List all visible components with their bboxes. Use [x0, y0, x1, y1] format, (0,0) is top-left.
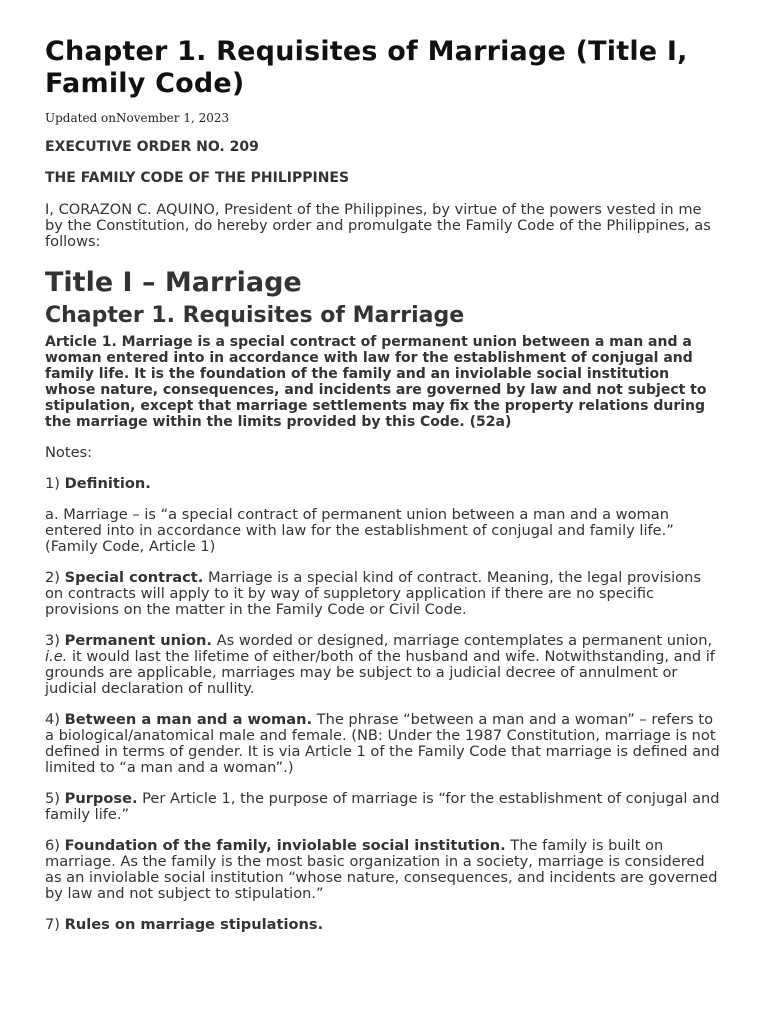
note-4-title: Between a man and a woman. — [64, 711, 313, 728]
note-1 — [45, 476, 723, 492]
note-6 — [45, 838, 723, 902]
note-5 — [45, 791, 723, 823]
page-title: Chapter 1. Requisites of Marriage (Title I, Family Code) — [45, 36, 688, 99]
notes-label: Notes: — [45, 444, 93, 461]
article-1-text: Article 1. Marriage is a special contract of permanent union between a man and a woman entered into in accordance with law for the establishment of conjugal and family life. It is the foundation of the family and an inviolable social institution whose nature, consequences, and incidents are governed by law and not subject to stipulation, except that marriage settlements may fix the property relations during the marriage within the limits provided by this Code. (52a) — [45, 334, 707, 430]
note-4 — [45, 712, 723, 776]
note-3-text-b: it would last the lifetime of either/both of the husband and wife. Notwithstanding, and if grounds are applicable, marriages may be subject to a judicial decree of annulment or judicial declaration of nullity. — [45, 648, 715, 697]
note-3-title: Permanent union. — [64, 632, 212, 649]
note-6-title: Foundation of the family, inviolable social institution. — [64, 837, 506, 854]
intro-paragraph: I, CORAZON C. AQUINO, President of the Philippines, by virtue of the powers vested in me by the Constitution, do hereby order and promulgate the Family Code of the Philippines, as follows: — [45, 201, 711, 250]
note-2-title: Special contract. — [64, 569, 204, 586]
note-7 — [45, 917, 723, 933]
note-5-title: Purpose. — [64, 790, 138, 807]
note-2-number: 2) — [45, 569, 65, 586]
title-heading: Title I – Marriage — [45, 267, 302, 298]
note-2 — [45, 570, 723, 618]
note-3-ie: i.e. — [45, 648, 68, 665]
note-1-number: 1) — [45, 475, 65, 492]
updated-date: Updated onNovember 1, 2023 — [45, 111, 230, 125]
note-2-text: Marriage is a special kind of contract. Meaning, the legal provisions on contracts will apply to it by way of suppletory application if there are no specific provisions on the matter in the Family Code or Civil Code. — [45, 569, 701, 618]
note-4-text: The phrase “between a man and a woman” – refers to a biological/anatomical male and female. (NB: Under the 1987 Constitution, marriage is not defined in terms of gender. It is via Article 1 of the Family Code that marriage is defined and limited to “a man and a woman”.) — [45, 711, 720, 776]
note-1a: a. Marriage – is “a special contract of permanent union between a man and a woman entered into in accordance with law for the establishment of conjugal and family life.” (Family Code, Article 1) — [45, 506, 674, 555]
note-7-number: 7) — [45, 916, 65, 933]
note-3-number: 3) — [45, 632, 65, 649]
note-7-title: Rules on marriage stipulations. — [64, 916, 324, 933]
note-3 — [45, 633, 723, 697]
note-5-text: Per Article 1, the purpose of marriage is “for the establishment of conjugal and family life.” — [45, 790, 720, 823]
code-name-label: THE FAMILY CODE OF THE PHILIPPINES — [45, 170, 350, 186]
note-6-text: The family is built on marriage. As the family is the most basic organization in a society, marriage is considered as an inviolable social institution “whose nature, consequences, and incidents are governed by law and not subject to stipulation.” — [45, 837, 718, 902]
note-5-number: 5) — [45, 790, 65, 807]
executive-order-label: EXECUTIVE ORDER NO. 209 — [45, 139, 259, 155]
chapter-heading: Chapter 1. Requisites of Marriage — [45, 303, 465, 328]
note-3-text-a: As worded or designed, marriage contemplates a permanent union, — [211, 632, 713, 649]
note-1-title: Definition. — [64, 475, 151, 492]
note-4-number: 4) — [45, 711, 65, 728]
note-6-number: 6) — [45, 837, 65, 854]
